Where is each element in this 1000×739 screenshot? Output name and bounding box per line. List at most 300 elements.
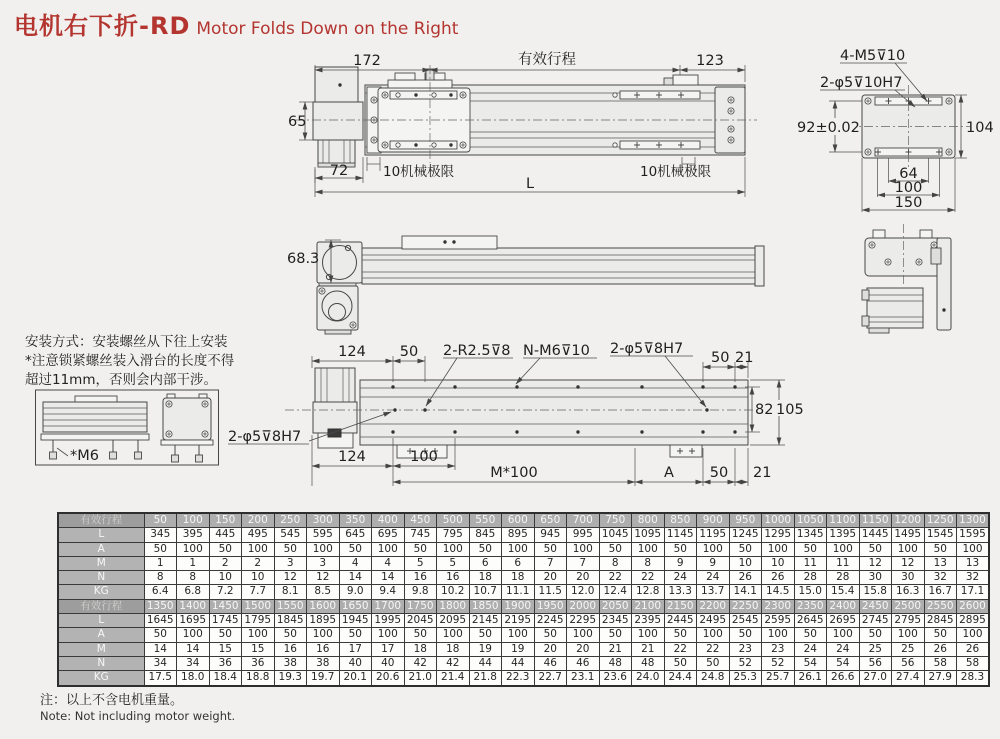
- spec-value: 25: [892, 642, 925, 656]
- spec-value: 4: [339, 556, 372, 570]
- spec-value: 1645: [144, 614, 177, 628]
- dim-104: 104: [966, 120, 994, 136]
- dim-50-top-right: 50: [711, 350, 730, 366]
- stroke-value: 250: [274, 513, 307, 528]
- spec-value: 15.0: [794, 585, 827, 599]
- label-pin-right: 2-φ5⊽8H7: [610, 341, 684, 357]
- top-view-body: [285, 368, 770, 458]
- spec-value: 20.1: [339, 671, 372, 686]
- spec-value: 2595: [762, 614, 795, 628]
- label-4m5: 4-M5⊽10: [840, 48, 906, 64]
- front-view-body: [317, 236, 764, 334]
- spec-value: 2695: [827, 614, 860, 628]
- spec-value: 6.4: [144, 585, 177, 599]
- row-label: A: [58, 542, 144, 556]
- spec-value: 4: [372, 556, 405, 570]
- spec-value: 21: [599, 642, 632, 656]
- stroke-value: 350: [339, 513, 372, 528]
- stroke-value: 1750: [404, 599, 437, 613]
- spec-value: 5: [404, 556, 437, 570]
- dim-m100: M*100: [490, 465, 538, 481]
- spec-value: 15.8: [859, 585, 892, 599]
- spec-value: 1045: [599, 528, 632, 542]
- spec-value: 26.6: [827, 671, 860, 686]
- spec-value: 48: [599, 656, 632, 670]
- spec-value: 8.5: [307, 585, 340, 599]
- spec-value: 27.0: [859, 671, 892, 686]
- spec-value: 26: [924, 642, 957, 656]
- spec-value: 11: [827, 556, 860, 570]
- spec-value: 56: [892, 656, 925, 670]
- spec-value: 30: [892, 571, 925, 585]
- spec-value: 50: [794, 542, 827, 556]
- spec-value: 100: [827, 542, 860, 556]
- spec-value: 22: [664, 642, 697, 656]
- spec-value: 1795: [242, 614, 275, 628]
- spec-value: 20: [567, 571, 600, 585]
- spec-value: 17: [339, 642, 372, 656]
- spec-value: 6.8: [177, 585, 210, 599]
- spec-value: 1195: [697, 528, 730, 542]
- end-view-top-body: [847, 85, 970, 169]
- spec-value: 2495: [697, 614, 730, 628]
- dim-64: 64: [899, 166, 918, 182]
- stroke-value: 2000: [567, 599, 600, 613]
- spec-value: 10: [762, 556, 795, 570]
- spec-row-l-2: [58, 614, 989, 628]
- dim-L: L: [525, 176, 535, 192]
- spec-value: 16.3: [892, 585, 925, 599]
- spec-value: 1595: [957, 528, 990, 542]
- stroke-value: 2200: [697, 599, 730, 613]
- stroke-value: 1950: [534, 599, 567, 613]
- stroke-value: 700: [567, 513, 600, 528]
- spec-value: 22.3: [502, 671, 535, 686]
- spec-value: 745: [404, 528, 437, 542]
- spec-value: 100: [632, 628, 665, 642]
- spec-value: 50: [697, 656, 730, 670]
- spec-value: 100: [372, 628, 405, 642]
- spec-value: 8: [632, 556, 665, 570]
- dim-65: 65: [288, 114, 307, 130]
- dim-50-bottom-right: 50: [709, 465, 729, 481]
- spec-value: 50: [274, 628, 307, 642]
- spec-value: 12: [892, 556, 925, 570]
- spec-value: 48: [632, 656, 665, 670]
- end-view-side-body: [862, 224, 951, 333]
- title-en: Motor Folds Down on the Right: [196, 19, 459, 39]
- spec-value: 1345: [794, 528, 827, 542]
- spec-value: 18: [437, 642, 470, 656]
- stroke-value: 2300: [762, 599, 795, 613]
- dim-172: 172: [353, 53, 381, 69]
- install-note: [25, 333, 234, 390]
- footer-note-en: Note: Not including motor weight.: [40, 709, 236, 723]
- spec-value: 595: [307, 528, 340, 542]
- spec-value: 2295: [567, 614, 600, 628]
- stroke-value: 500: [437, 513, 470, 528]
- spec-value: 24.4: [664, 671, 697, 686]
- spec-value: 9: [664, 556, 697, 570]
- stroke-value: 650: [534, 513, 567, 528]
- dim-a: A: [664, 465, 674, 481]
- spec-value: 10.7: [469, 585, 502, 599]
- spec-value: 32: [957, 571, 990, 585]
- stroke-value: 1550: [274, 599, 307, 613]
- footer-note: [40, 693, 235, 723]
- spec-value: 2645: [794, 614, 827, 628]
- spec-value: 1495: [892, 528, 925, 542]
- spec-value: 100: [762, 542, 795, 556]
- spec-value: 50: [404, 542, 437, 556]
- spec-value: 10: [729, 556, 762, 570]
- spec-value: 1995: [372, 614, 405, 628]
- spec-value: 44: [502, 656, 535, 670]
- spec-value: 38: [274, 656, 307, 670]
- spec-value: 100: [177, 628, 210, 642]
- spec-value: 12.0: [567, 585, 600, 599]
- stroke-value: 2100: [632, 599, 665, 613]
- spec-value: 100: [307, 628, 340, 642]
- row-label: L: [58, 614, 144, 628]
- spec-value: 100: [827, 628, 860, 642]
- spec-value: 46: [567, 656, 600, 670]
- spec-value: 17: [372, 642, 405, 656]
- side-view-drawing: [285, 45, 795, 205]
- spec-value: 19: [502, 642, 535, 656]
- spec-value: 495: [242, 528, 275, 542]
- spec-value: 50: [859, 628, 892, 642]
- spec-value: 20: [534, 642, 567, 656]
- label-2phi5-10h7: 2-φ5⊽10H7: [820, 75, 903, 91]
- stroke-value: 1850: [469, 599, 502, 613]
- spec-value: 2: [242, 556, 275, 570]
- spec-value: 50: [729, 628, 762, 642]
- spec-value: 40: [372, 656, 405, 670]
- spec-value: 545: [274, 528, 307, 542]
- spec-row-n-1: [58, 571, 989, 585]
- side-view-body: [295, 65, 757, 167]
- spec-value: 27.4: [892, 671, 925, 686]
- spec-value: 2395: [632, 614, 665, 628]
- spec-table: [57, 512, 990, 687]
- spec-value: 50: [599, 628, 632, 642]
- spec-value: 13: [957, 556, 990, 570]
- spec-value: 345: [144, 528, 177, 542]
- spec-value: 1295: [762, 528, 795, 542]
- stroke-value: 2550: [924, 599, 957, 613]
- spec-value: 54: [827, 656, 860, 670]
- spec-value: 100: [177, 542, 210, 556]
- spec-value: 22.7: [534, 671, 567, 686]
- spec-value: 10.2: [437, 585, 470, 599]
- spec-value: 20.6: [372, 671, 405, 686]
- spec-value: 23: [762, 642, 795, 656]
- spec-value: 15: [242, 642, 275, 656]
- dim-150: 150: [894, 195, 923, 211]
- spec-value: 100: [892, 542, 925, 556]
- spec-value: 50: [794, 628, 827, 642]
- stroke-value: 1050: [794, 513, 827, 528]
- spec-value: 1: [144, 556, 177, 570]
- spec-value: 25.7: [762, 671, 795, 686]
- spec-value: 26.1: [794, 671, 827, 686]
- spec-value: 52: [762, 656, 795, 670]
- spec-value: 7.7: [242, 585, 275, 599]
- spec-value: 100: [957, 628, 990, 642]
- spec-value: 1145: [664, 528, 697, 542]
- spec-value: 14: [144, 642, 177, 656]
- spec-value: 645: [339, 528, 372, 542]
- spec-row-m-2: [58, 642, 989, 656]
- spec-value: 100: [762, 628, 795, 642]
- spec-value: 28.3: [957, 671, 990, 686]
- spec-value: 845: [469, 528, 502, 542]
- install-diagram: [35, 388, 225, 470]
- spec-value: 14.1: [729, 585, 762, 599]
- dim-82: 82: [755, 402, 774, 418]
- spec-value: 28: [827, 571, 860, 585]
- spec-value: 100: [632, 542, 665, 556]
- end-view-side-drawing: [855, 218, 970, 345]
- spec-value: 50: [924, 628, 957, 642]
- label-pin-left: 2-φ5⊽8H7: [228, 429, 302, 445]
- spec-value: 40: [339, 656, 372, 670]
- stroke-value: 2400: [827, 599, 860, 613]
- spec-value: 7: [567, 556, 600, 570]
- spec-value: 17.5: [144, 671, 177, 686]
- stroke-value: 1100: [827, 513, 860, 528]
- end-view-top-drawing: [795, 45, 1000, 217]
- spec-value: 1845: [274, 614, 307, 628]
- spec-value: 19.3: [274, 671, 307, 686]
- spec-value: 8.1: [274, 585, 307, 599]
- spec-value: 36: [209, 656, 242, 670]
- spec-value: 16: [404, 571, 437, 585]
- dim-21-top-right: 21: [735, 350, 754, 366]
- spec-value: 22: [599, 571, 632, 585]
- spec-value: 21.0: [404, 671, 437, 686]
- limit-right-label: 10机械极限: [640, 164, 712, 180]
- spec-value: 50: [274, 542, 307, 556]
- spec-value: 445: [209, 528, 242, 542]
- spec-value: 26: [729, 571, 762, 585]
- spec-value: 12.8: [632, 585, 665, 599]
- spec-row-kg-2: [58, 671, 989, 686]
- spec-value: 50: [144, 542, 177, 556]
- stroke-value: 550: [469, 513, 502, 528]
- spec-value: 1545: [924, 528, 957, 542]
- stroke-value: 600: [502, 513, 535, 528]
- spec-row-l-1: [58, 528, 989, 542]
- spec-value: 20: [534, 571, 567, 585]
- spec-value: 50: [729, 542, 762, 556]
- dim-21-bottom-right: 21: [753, 465, 772, 481]
- spec-value: 34: [177, 656, 210, 670]
- stroke-value: 2150: [664, 599, 697, 613]
- spec-value: 100: [307, 542, 340, 556]
- stroke-value: 1200: [892, 513, 925, 528]
- install-note-line2: *注意锁紧螺丝装入滑台的长度不得: [25, 353, 235, 369]
- spec-value: 50: [664, 628, 697, 642]
- spec-value: 20: [567, 642, 600, 656]
- title-zh: 电机右下折-RD: [14, 12, 191, 40]
- spec-value: 5: [437, 556, 470, 570]
- spec-value: 24: [697, 571, 730, 585]
- spec-value: 42: [437, 656, 470, 670]
- spec-value: 11: [794, 556, 827, 570]
- spec-value: 945: [534, 528, 567, 542]
- spec-value: 50: [664, 542, 697, 556]
- spec-value: 58: [924, 656, 957, 670]
- stroke-value: 1450: [209, 599, 242, 613]
- spec-value: 2: [209, 556, 242, 570]
- spec-value: 11.1: [502, 585, 535, 599]
- stroke-value: 1300: [957, 513, 990, 528]
- spec-row-a-2: [58, 628, 989, 642]
- stroke-value: 100: [177, 513, 210, 528]
- spec-value: 1695: [177, 614, 210, 628]
- spec-value: 6: [469, 556, 502, 570]
- spec-value: 2345: [599, 614, 632, 628]
- spec-value: 19.7: [307, 671, 340, 686]
- spec-value: 44: [469, 656, 502, 670]
- stroke-value: 850: [664, 513, 697, 528]
- spec-value: 395: [177, 528, 210, 542]
- spec-value: 8: [177, 571, 210, 585]
- stroke-value: 1600: [307, 599, 340, 613]
- dim-100: 100: [894, 180, 923, 196]
- dim-50-top: 50: [399, 344, 419, 360]
- spec-value: 19: [469, 642, 502, 656]
- spec-value: 1: [177, 556, 210, 570]
- spec-value: 24: [827, 642, 860, 656]
- stroke-value: 200: [242, 513, 275, 528]
- dim-100-bottom: 100: [410, 449, 438, 465]
- spec-value: 7.2: [209, 585, 242, 599]
- spec-value: 13: [924, 556, 957, 570]
- spec-value: 52: [729, 656, 762, 670]
- dim-72: 72: [329, 163, 349, 179]
- spec-value: 100: [242, 628, 275, 642]
- stroke-header-label: 有效行程: [58, 513, 144, 528]
- spec-value: 14.5: [762, 585, 795, 599]
- spec-value: 2095: [437, 614, 470, 628]
- spec-value: 10: [209, 571, 242, 585]
- row-label: N: [58, 656, 144, 670]
- spec-value: 9.8: [404, 585, 437, 599]
- spec-value: 16: [307, 642, 340, 656]
- spec-value: 100: [437, 628, 470, 642]
- spec-value: 895: [502, 528, 535, 542]
- stroke-value: 2350: [794, 599, 827, 613]
- spec-value: 2895: [957, 614, 990, 628]
- spec-value: 25.3: [729, 671, 762, 686]
- spec-value: 24.0: [632, 671, 665, 686]
- spec-value: 8: [144, 571, 177, 585]
- install-note-line3: 超过11mm，否则会内部干涉。: [25, 372, 217, 388]
- spec-row-kg-1: [58, 585, 989, 599]
- spec-value: 10: [242, 571, 275, 585]
- spec-value: 11.5: [534, 585, 567, 599]
- spec-value: 18: [404, 642, 437, 656]
- dim-105: 105: [776, 402, 804, 418]
- page-title: [14, 6, 458, 41]
- limit-left-label: 10机械极限: [383, 164, 455, 180]
- spec-value: 42: [404, 656, 437, 670]
- spec-value: 50: [144, 628, 177, 642]
- row-label: KG: [58, 671, 144, 686]
- spec-value: 23.1: [567, 671, 600, 686]
- spec-value: 50: [664, 656, 697, 670]
- spec-value: 13.3: [664, 585, 697, 599]
- stroke-value: 450: [404, 513, 437, 528]
- spec-value: 100: [892, 628, 925, 642]
- spec-value: 100: [567, 628, 600, 642]
- spec-value: 18.8: [242, 671, 275, 686]
- spec-value: 58: [957, 656, 990, 670]
- spec-value: 100: [242, 542, 275, 556]
- spec-value: 6: [502, 556, 535, 570]
- spec-value: 16: [437, 571, 470, 585]
- spec-value: 9.4: [372, 585, 405, 599]
- label-2r25: 2-R2.5⊽8: [443, 343, 511, 359]
- spec-value: 1095: [632, 528, 665, 542]
- stroke-value: 1700: [372, 599, 405, 613]
- spec-value: 100: [957, 542, 990, 556]
- row-label: KG: [58, 585, 144, 599]
- spec-row-n-2: [58, 656, 989, 670]
- dim-68-3: 68.3: [287, 251, 320, 267]
- spec-value: 1745: [209, 614, 242, 628]
- stroke-value: 1500: [242, 599, 275, 613]
- install-diagram-body: [36, 390, 219, 465]
- spec-value: 26: [957, 642, 990, 656]
- spec-value: 26: [762, 571, 795, 585]
- spec-value: 12: [274, 571, 307, 585]
- spec-value: 50: [534, 628, 567, 642]
- spec-value: 7: [534, 556, 567, 570]
- spec-value: 2545: [729, 614, 762, 628]
- spec-value: 18: [469, 571, 502, 585]
- stroke-value: 150: [209, 513, 242, 528]
- spec-value: 1395: [827, 528, 860, 542]
- spec-value: 25: [859, 642, 892, 656]
- spec-value: 100: [567, 542, 600, 556]
- spec-value: 50: [209, 542, 242, 556]
- spec-value: 1895: [307, 614, 340, 628]
- stroke-value: 1000: [762, 513, 795, 528]
- dim-stroke: 有效行程: [518, 52, 576, 68]
- spec-value: 100: [697, 542, 730, 556]
- spec-value: 13.7: [697, 585, 730, 599]
- spec-value: 50: [404, 628, 437, 642]
- spec-value: 1245: [729, 528, 762, 542]
- stroke-value: 2600: [957, 599, 990, 613]
- spec-value: 795: [437, 528, 470, 542]
- spec-value: 21.4: [437, 671, 470, 686]
- row-label: M: [58, 556, 144, 570]
- dim-124-bottom: 124: [338, 449, 366, 465]
- spec-value: 50: [339, 542, 372, 556]
- spec-value: 50: [469, 542, 502, 556]
- stroke-header-row-2: [58, 599, 989, 613]
- stroke-value: 1900: [502, 599, 535, 613]
- spec-value: 9.0: [339, 585, 372, 599]
- spec-value: 38: [307, 656, 340, 670]
- spec-value: 100: [372, 542, 405, 556]
- spec-value: 14: [177, 642, 210, 656]
